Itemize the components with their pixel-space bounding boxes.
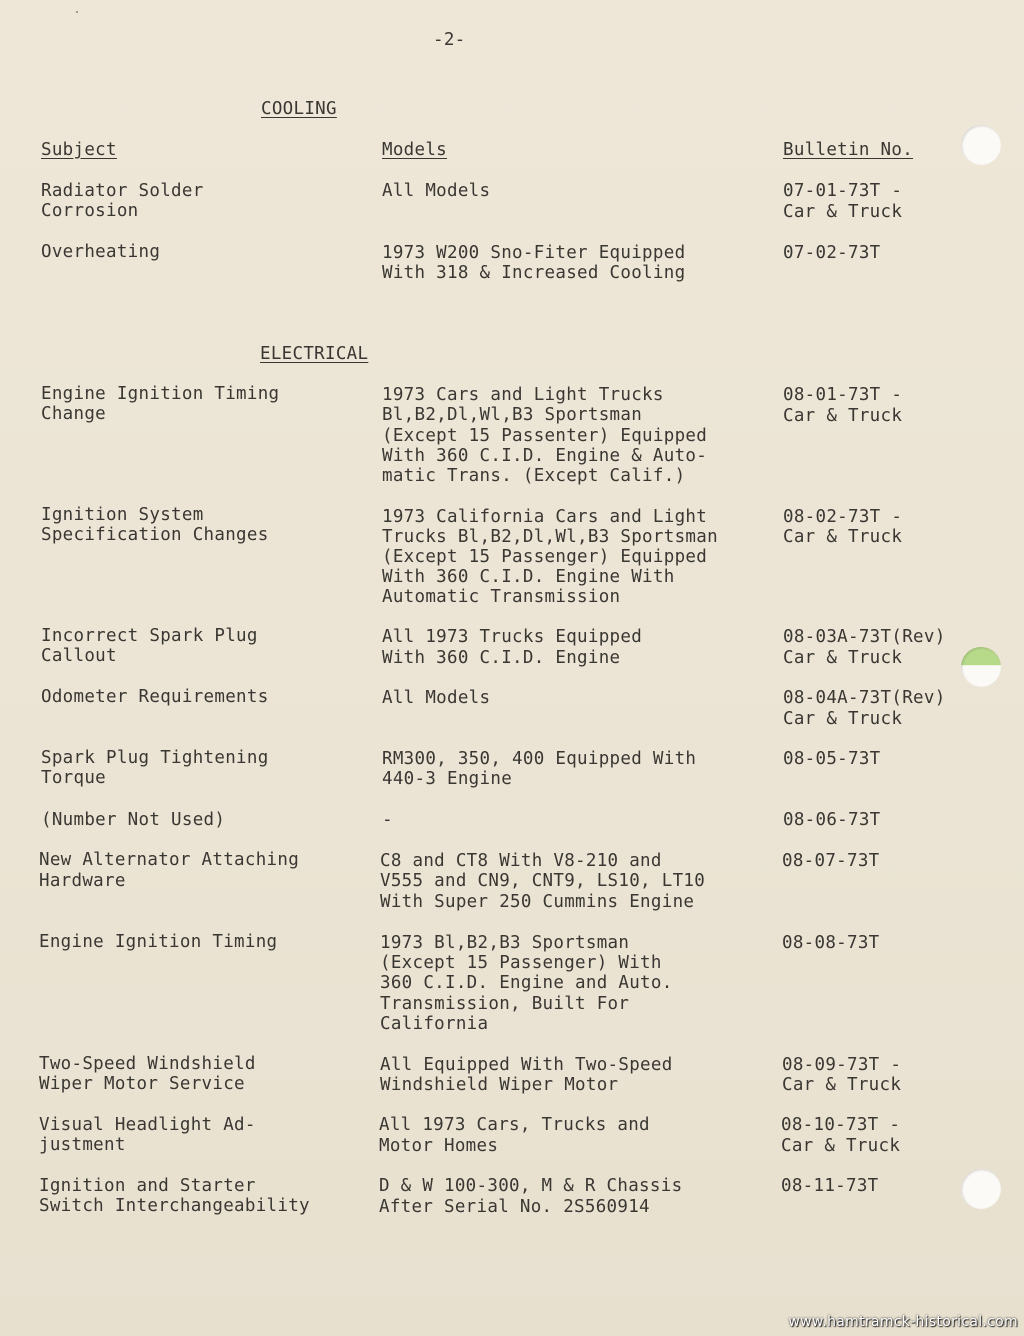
electrical-row-10-bulletin-line-1: 08-10-73T - <box>781 1115 901 1135</box>
electrical-row-5-subject-line-2: Torque <box>41 768 107 788</box>
electrical-row-3-bulletin-line-2: Car & Truck <box>783 648 903 668</box>
section-heading-electrical: ELECTRICAL <box>260 344 369 364</box>
electrical-row-3-models-line-2: With 360 C.I.D. Engine <box>382 648 621 668</box>
electrical-row-9-subject-line-2: Wiper Motor Service <box>39 1074 245 1094</box>
electrical-row-2-bulletin-line-2: Car & Truck <box>783 527 903 547</box>
electrical-row-7-subject-line-1: New Alternator Attaching <box>39 850 300 870</box>
electrical-row-6-bulletin-line-1: 08-06-73T <box>783 810 881 830</box>
electrical-row-2-subject-line-2: Specification Changes <box>41 525 269 545</box>
electrical-row-3-models-line-1: All 1973 Trucks Equipped <box>382 627 643 647</box>
electrical-row-10-subject-line-1: Visual Headlight Ad- <box>39 1115 256 1135</box>
binder-hole-top <box>961 125 1001 165</box>
watermark-url: www.hamtramck-historical.com <box>788 1314 1018 1330</box>
electrical-row-10-subject-line-2: justment <box>39 1135 126 1155</box>
electrical-row-7-subject-line-2: Hardware <box>39 871 126 891</box>
electrical-row-9-models-line-2: Windshield Wiper Motor <box>380 1075 619 1095</box>
electrical-row-11-subject-line-1: Ignition and Starter <box>39 1176 256 1196</box>
electrical-row-1-models-line-5: matic Trans. (Except Calif.) <box>382 466 686 486</box>
electrical-row-1-subject-line-2: Change <box>41 404 107 424</box>
electrical-row-9-subject-line-1: Two-Speed Windshield <box>39 1054 256 1074</box>
electrical-row-3-bulletin-line-1: 08-03A-73T(Rev) <box>783 627 946 647</box>
electrical-row-4-models-line-1: All Models <box>382 688 491 708</box>
electrical-row-8-bulletin-line-1: 08-08-73T <box>782 933 880 953</box>
electrical-row-8-subject-line-1: Engine Ignition Timing <box>39 932 278 952</box>
page-number: -2- <box>433 30 466 50</box>
cooling-row-2-subject-line-1: Overheating <box>41 242 161 262</box>
cooling-row-2-bulletin-line-1: 07-02-73T <box>783 243 881 263</box>
electrical-row-7-models-line-2: V555 and CN9, CNT9, LS10, LT10 <box>380 871 706 891</box>
electrical-row-8-models-line-1: 1973 Bl,B2,B3 Sportsman <box>380 933 630 953</box>
electrical-row-9-models-line-1: All Equipped With Two-Speed <box>380 1055 673 1075</box>
electrical-row-5-bulletin-line-1: 08-05-73T <box>783 749 881 769</box>
electrical-row-1-models-line-1: 1973 Cars and Light Trucks <box>382 385 664 405</box>
electrical-row-7-models-line-1: C8 and CT8 With V8-210 and <box>380 851 662 871</box>
electrical-row-1-models-line-3: (Except 15 Passenter) Equipped <box>382 426 708 446</box>
electrical-row-11-bulletin-line-1: 08-11-73T <box>781 1176 879 1196</box>
cooling-row-2-models-line-2: With 318 & Increased Cooling <box>382 263 686 283</box>
binder-hole-middle <box>961 647 1001 687</box>
electrical-row-9-bulletin-line-2: Car & Truck <box>782 1075 902 1095</box>
cooling-row-2-models-line-1: 1973 W200 Sno-Fiter Equipped <box>382 243 686 263</box>
electrical-row-6-subject-line-1: (Number Not Used) <box>41 810 226 830</box>
electrical-row-10-models-line-1: All 1973 Cars, Trucks and <box>379 1115 650 1135</box>
electrical-row-11-subject-line-2: Switch Interchangeability <box>39 1196 310 1216</box>
cooling-row-1-subject-line-1: Radiator Solder <box>41 181 204 201</box>
section-heading-cooling: COOLING <box>261 99 337 119</box>
electrical-row-1-models-line-4: With 360 C.I.D. Engine & Auto- <box>382 446 708 466</box>
electrical-row-2-models-line-1: 1973 California Cars and Light <box>382 507 708 527</box>
electrical-row-8-models-line-4: Transmission, Built For <box>380 994 630 1014</box>
electrical-row-2-models-line-4: With 360 C.I.D. Engine With <box>382 567 675 587</box>
column-header-subject: Subject <box>41 140 117 160</box>
electrical-row-11-models-line-1: D & W 100-300, M & R Chassis <box>379 1176 683 1196</box>
electrical-row-10-bulletin-line-2: Car & Truck <box>781 1136 901 1156</box>
electrical-row-7-models-line-3: With Super 250 Cummins Engine <box>380 892 695 912</box>
electrical-row-2-models-line-3: (Except 15 Passenger) Equipped <box>382 547 708 567</box>
column-header-bulletin: Bulletin No. <box>783 140 914 160</box>
electrical-row-8-models-line-3: 360 C.I.D. Engine and Auto. <box>380 973 673 993</box>
electrical-row-11-models-line-2: After Serial No. 2S560914 <box>379 1197 650 1217</box>
electrical-row-2-subject-line-1: Ignition System <box>41 505 204 525</box>
electrical-row-6-models-line-1: - <box>382 810 393 830</box>
electrical-row-5-subject-line-1: Spark Plug Tightening <box>41 748 269 768</box>
cooling-row-1-subject-line-2: Corrosion <box>41 201 139 221</box>
electrical-row-8-models-line-5: California <box>380 1014 489 1034</box>
electrical-row-10-models-line-2: Motor Homes <box>379 1136 499 1156</box>
binder-hole-bottom <box>961 1169 1001 1209</box>
electrical-row-5-models-line-2: 440-3 Engine <box>382 769 513 789</box>
column-header-models: Models <box>382 140 448 160</box>
electrical-row-2-models-line-2: Trucks Bl,B2,Dl,Wl,B3 Sportsman <box>382 527 718 547</box>
electrical-row-1-bulletin-line-2: Car & Truck <box>783 406 903 426</box>
electrical-row-4-bulletin-line-2: Car & Truck <box>783 709 903 729</box>
electrical-row-5-models-line-1: RM300, 350, 400 Equipped With <box>382 749 697 769</box>
electrical-row-9-bulletin-line-1: 08-09-73T - <box>782 1055 902 1075</box>
electrical-row-3-subject-line-1: Incorrect Spark Plug <box>41 626 258 646</box>
electrical-row-7-bulletin-line-1: 08-07-73T <box>782 851 880 871</box>
paper-speck <box>76 11 78 13</box>
electrical-row-8-models-line-2: (Except 15 Passenger) With <box>380 953 662 973</box>
electrical-row-1-bulletin-line-1: 08-01-73T - <box>783 385 903 405</box>
electrical-row-2-models-line-5: Automatic Transmission <box>382 587 621 607</box>
electrical-row-4-bulletin-line-1: 08-04A-73T(Rev) <box>783 688 946 708</box>
cooling-row-1-models-line-1: All Models <box>382 181 491 201</box>
cooling-row-1-bulletin-line-1: 07-01-73T - <box>783 181 903 201</box>
electrical-row-4-subject-line-1: Odometer Requirements <box>41 687 269 707</box>
electrical-row-1-models-line-2: Bl,B2,Dl,Wl,B3 Sportsman <box>382 405 643 425</box>
electrical-row-1-subject-line-1: Engine Ignition Timing <box>41 384 280 404</box>
electrical-row-2-bulletin-line-1: 08-02-73T - <box>783 507 903 527</box>
electrical-row-3-subject-line-2: Callout <box>41 646 117 666</box>
cooling-row-1-bulletin-line-2: Car & Truck <box>783 202 903 222</box>
